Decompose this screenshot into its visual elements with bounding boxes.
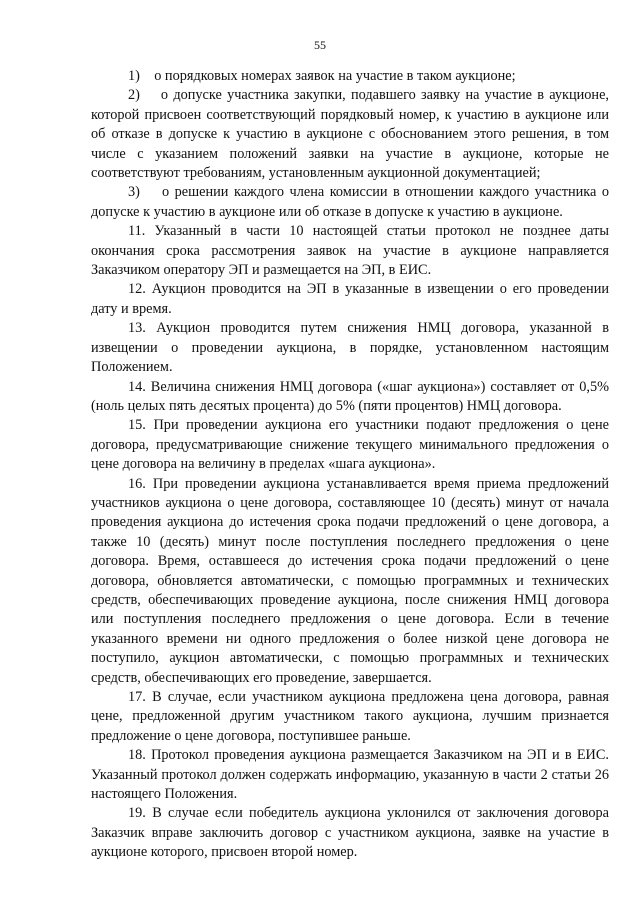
paragraph-11: 11. Указанный в части 10 настоящей статьи протокол не позднее даты окончания срока рассмотрения заявок на участие в аукционе направляется Заказчиком оператору ЭП и размещается на ЭП, в ЕИС. — [91, 223, 609, 279]
paragraph-15: 15. При проведении аукциона его участники подают предложения о цене договора, предусматривающие снижение текущего минимального предложения о цене договора на величину в пределах «шага аукциона». — [91, 417, 609, 473]
paragraph-18: 18. Протокол проведения аукциона размещается Заказчиком на ЭП и в ЕИС. Указанный протокол должен содержать информацию, указанную в части 2 статьи 26 настоящего Положения. — [91, 747, 609, 803]
paragraph-14: 14. Величина снижения НМЦ договора («шаг аукциона») составляет от 0,5% (ноль целых пять десятых процента) до 5% (пяти процентов) НМЦ договора. — [91, 378, 609, 414]
paragraph-19: 19. В случае если победитель аукциона уклонился от заключения договора Заказчик вправе заключить договор с участником аукциона, заявке на участие в аукционе которого, присвоен второй номер. — [91, 805, 609, 861]
document-body — [91, 67, 609, 863]
paragraph-12: 12. Аукцион проводится на ЭП в указанные в извещении о его проведении дату и время. — [91, 281, 609, 317]
paragraph-16: 16. При проведении аукциона устанавливается время приема предложений участников аукциона о цене договора, составляющее 10 (десять) минут от начала проведения аукциона до истечения срока подачи предложений о цене договора, а также 10 (десять) минут после поступления последнего предложения о цене договора. Время, оставшееся до истечения срока подачи предложений о цене договора, обновляется автоматически, с помощью программных и технических средств, обеспечивающих проведение аукциона, после снижения НМЦ договора или поступления последнего предложения о цене договора. Если в течение указанного времени ни одного предложения о более низкой цене договора не поступило, аукцион автоматически, с помощью программных и технических средств, обеспечивающих его проведение, завершается. — [91, 475, 609, 686]
list-item-1: 1) о порядковых номерах заявок на участие в таком аукционе; — [128, 68, 516, 84]
list-item-3: 3) о решении каждого члена комиссии в отношении каждого участника о допуске к участию в аукционе или об отказе в допуске к участию в аукционе. — [91, 184, 609, 220]
list-item-2: 2) о допуске участника закупки, подавшего заявку на участие в аукционе, которой присвоен соответствующий порядковый номер, к участию в аукционе или об отказе в допуске к участию в аукционе с обоснованием этого решения, в том числе с указанием положений заявки на участие в аукционе, которые не соответствуют требованиям, установленным аукционной документацией; — [91, 87, 609, 182]
page-number: 55 — [314, 38, 326, 52]
paragraph-13: 13. Аукцион проводится путем снижения НМЦ договора, указанной в извещении о проведении аукциона, в порядке, установленном настоящим Положением. — [91, 320, 609, 376]
paragraph-17: 17. В случае, если участником аукциона предложена цена договора, равная цене, предложенной другим участником такого аукциона, лучшим признается предложение о цене договора, поступившее раньше. — [91, 689, 609, 744]
